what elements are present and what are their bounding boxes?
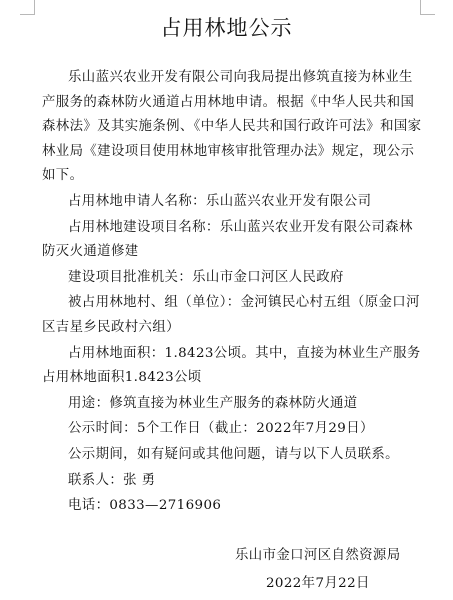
project-name-line: 占用林地建设项目名称：乐山蓝兴农业开发有限公司森林防灭火通道修建: [42, 219, 413, 260]
phone-line: 电话：0833—2716906: [68, 498, 222, 514]
page-corner-mark-left: [20, 0, 35, 15]
inquiry-line: 公示期间，如有疑问或其他问题，请与以下人员联系。: [68, 446, 399, 462]
applicant-line: 占用林地申请人名称：乐山蓝兴农业开发有限公司: [68, 193, 372, 209]
approval-authority-line: 建设项目批准机关：乐山市金口河区人民政府: [68, 269, 344, 285]
area-line: 占用林地面积：1.8423公顷。其中，直接为林业生产服务占用林地面积1.8423公顷: [42, 345, 421, 386]
intro-paragraph: 乐山蓝兴农业开发有限公司向我局提出修筑直接为林业生产服务的森林防火通道占用林地申请。根据《中华人民共和国森林法》及其实施条例、《中华人民共和国行政许可法》和国家林业局《建设项目使用林地审核审批管理办法》规定，现公示如下。: [42, 70, 422, 184]
contact-person-line: 联系人：张 勇: [68, 472, 156, 488]
issuing-organization: 乐山市金口河区自然资源局: [235, 548, 401, 563]
page-corner-mark-right: [420, 0, 435, 15]
issue-date: 2022年7月22日: [266, 576, 370, 591]
purpose-line: 用途：修筑直接为林业生产服务的森林防火通道: [68, 395, 358, 411]
document-title: 占用林地公示: [160, 16, 293, 40]
occupied-village-line: 被占用林地村、组（单位）：金河镇民心村五组（原金口河区吉星乡民政村六组）: [42, 295, 420, 335]
publicity-period-line: 公示时间：5个工作日（截止：2022年7月29日）: [68, 421, 374, 437]
notice-body: [42, 66, 424, 519]
